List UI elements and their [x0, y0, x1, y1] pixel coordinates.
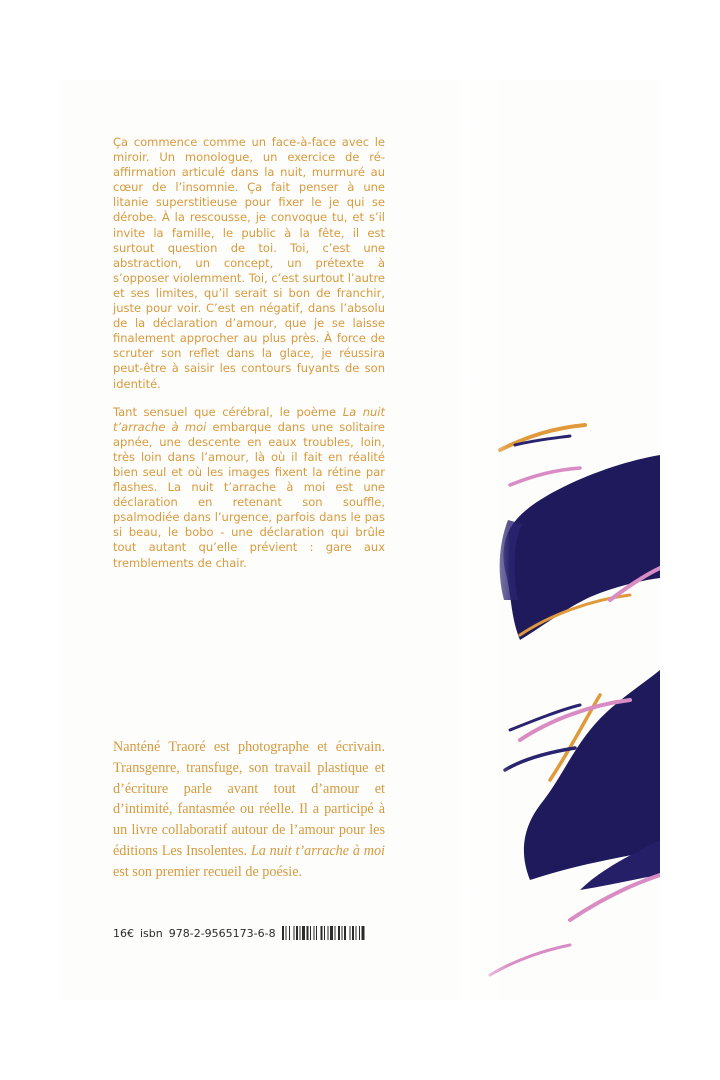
barcode-bar [296, 926, 298, 940]
barcode-bar [352, 926, 354, 940]
watercolor-artwork [460, 80, 660, 1000]
barcode-bar [330, 926, 333, 940]
barcode-bar [359, 926, 360, 940]
blurb-paragraph-2-intro: Tant sensuel que cérébral, le poème [113, 404, 343, 419]
blurb-paragraph-2 [113, 405, 385, 571]
isbn-label: isbn [140, 926, 163, 940]
barcode-bar [285, 926, 286, 940]
isbn-number: 978-2-9565173-6-8 [168, 926, 276, 940]
author-bio-end: est son premier recueil de poésie. [113, 863, 303, 880]
blurb-paragraph-1: Ça commence comme un face-à-face avec le miroir. Un monologue, un exercice de ré-affirmation articulé dans la nuit, murmuré au cœur de l’insomnie. Ça fait penser à une litanie superstitieuse pour fixer le je qui se dérobe. À la rescousse, je convoque tu, et s’il invite la famille, le public à la fête, il est surtout question de toi. Toi, c’est une abstraction, un concept, un prétexte à s’opposer violemment. Toi, c’est surtout l’autre et ses limites, qu’il serait si bon de franchir, juste pour voir. C’est en négatif, dans l’absolu de la déclaration d’amour, que je se laisse finalement approcher au plus près. À force de scruter son reflet dans la glace, je réussira peut-être à saisir les contours fuyants de son identité. [113, 135, 385, 391]
book-back-cover [60, 80, 660, 1000]
price-isbn-line [113, 925, 400, 941]
barcode-bar [344, 926, 346, 940]
author-bio [113, 737, 385, 883]
barcode-bar [320, 926, 322, 940]
blurb-paragraph-2-rest: embarque dans une solitaire apnée, une descente en eaux troubles, loin, très loin dans l’amour, là où il fait en réalité bien seul et où les images fixent la rétine par flashes. La nuit t’arrache à moi est une déclaration en retenant son souffle, psalmodiée dans l’urgence, parfois dans le pas si beau, le bobo - une déclaration qui brûle tout autant qu’elle prévient : gare aux tremblements de chair. [113, 419, 386, 570]
author-bio-intro: Nanténé Traoré est photographe et écrivain. Transgenre, transfuge, son travail plastique et d’écriture parle avant tout d’amour et d’intimité, fantasmée ou réelle. Il a participé à un livre collaboratif autour de l’amour pour les éditions Les Insolentes. [113, 739, 385, 859]
back-cover-blurb [113, 135, 385, 584]
barcode-bar [334, 926, 335, 940]
barcode-bar [327, 926, 328, 940]
barcode-bar [361, 926, 364, 940]
price: 16€ [113, 926, 134, 940]
barcode-bar [313, 926, 314, 940]
barcode-bar [282, 926, 284, 940]
barcode-bar [289, 926, 290, 940]
blurb-book-title: La nuit t’arrache à moi [113, 404, 385, 434]
barcode-bar [310, 926, 311, 940]
barcode-bar [355, 926, 356, 940]
barcode-bar [293, 926, 294, 940]
barcode [282, 926, 400, 940]
barcode-bar [338, 926, 340, 940]
barcode-bar [324, 926, 325, 940]
barcode-bar [341, 926, 342, 940]
barcode-bar [302, 926, 305, 940]
barcode-bar [306, 926, 308, 940]
barcode-bar [299, 926, 300, 940]
barcode-bar [316, 926, 317, 940]
author-bio-book-title: La nuit t’arrache à moi [250, 842, 386, 859]
barcode-bar [349, 926, 350, 940]
